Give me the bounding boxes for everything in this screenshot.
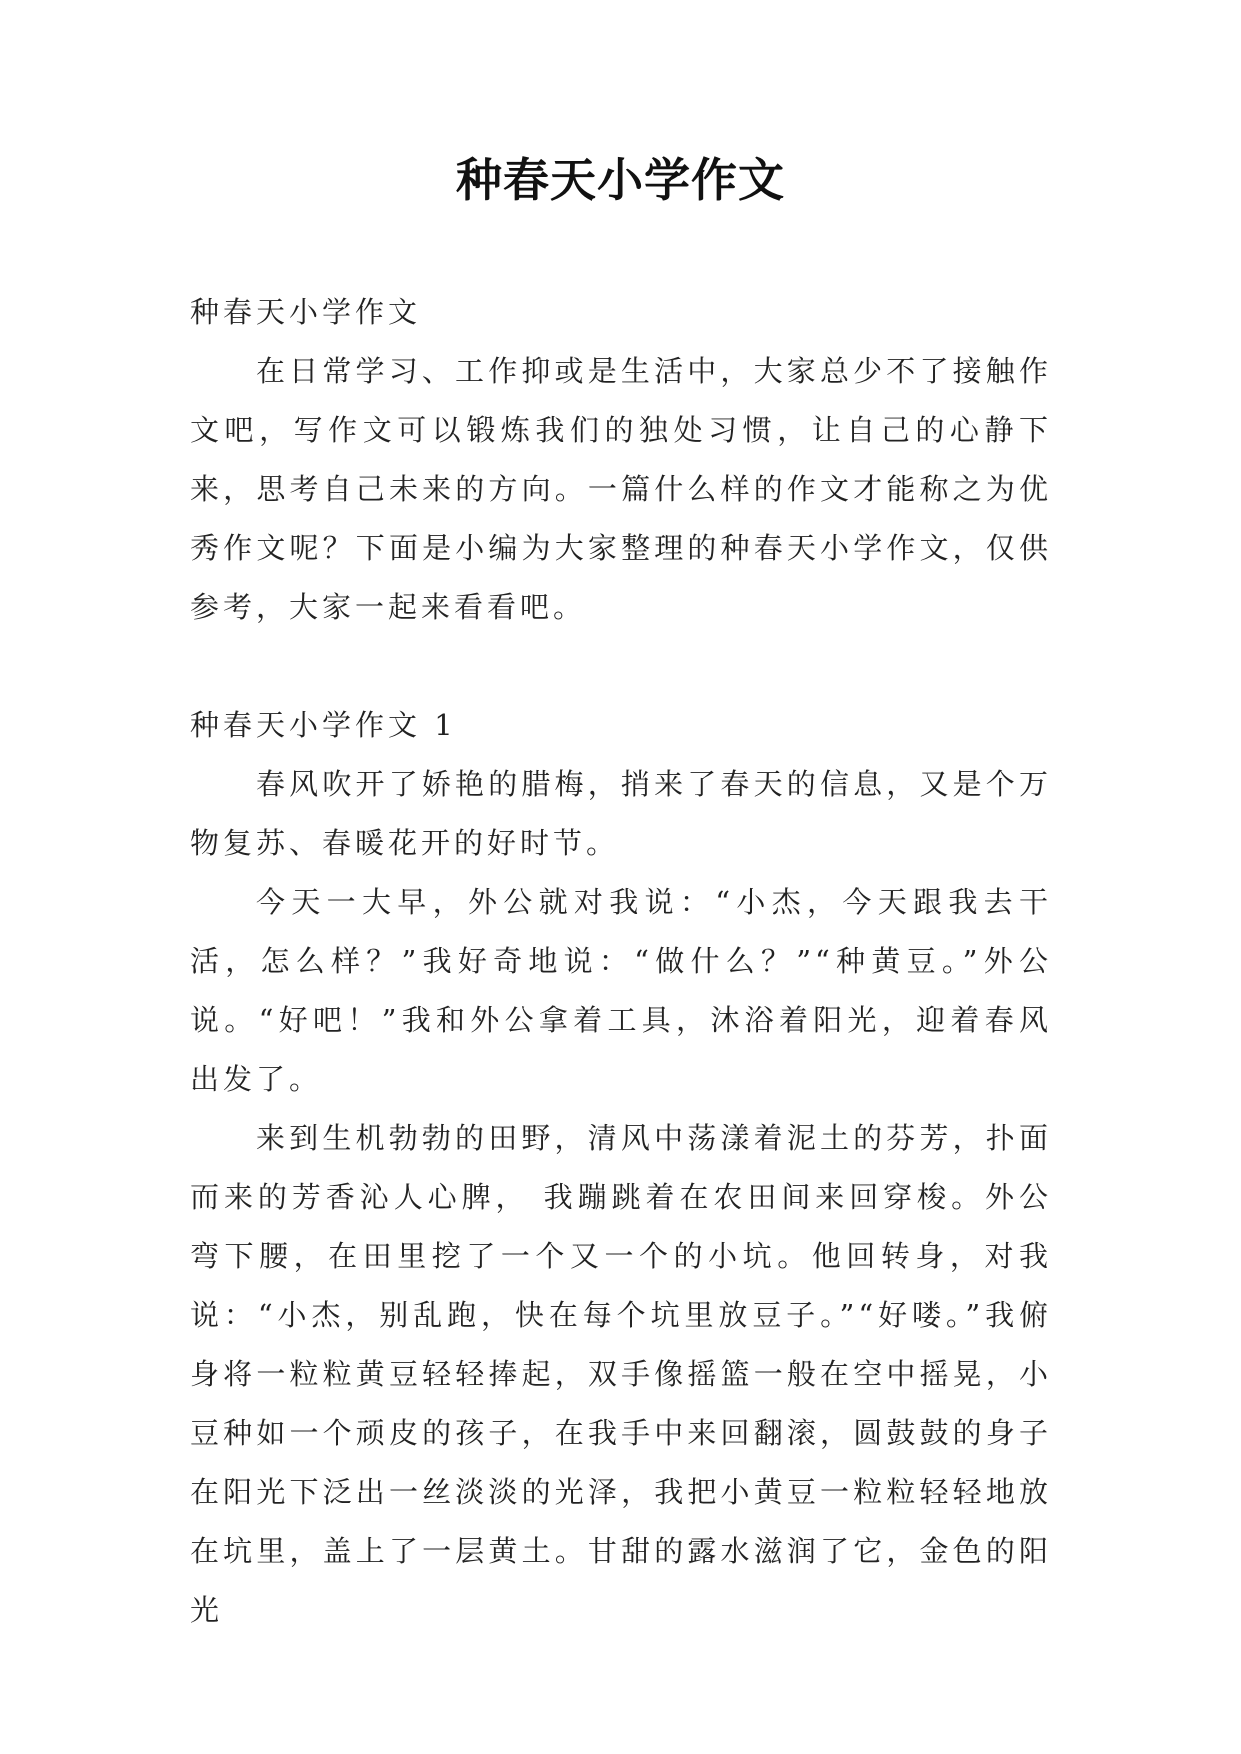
intro-paragraph: 在日常学习、工作抑或是生活中，大家总少不了接触作文吧，写作文可以锻炼我们的独处习惯，让自己的心静下来，思考自己未来的方向。一篇什么样的作文才能称之为优秀作文呢？下面是小编为大家整理的种春天小学作文，仅供参考，大家一起来看看吧。 [190,354,1052,624]
section-1-paragraph: 来到生机勃勃的田野，清风中荡漾着泥土的芬芳，扑面而来的芳香沁人心脾， 我蹦跳着在农田间来回穿梭。外公弯下腰，在田里挖了一个又一个的小坑。他回转身，对我说：“小杰，别乱跑，快在每个坑里放豆子。”“好喽。”我俯身将一粒粒黄豆轻轻捧起，双手像摇篮一般在空中摇晃，小豆种如一个顽皮的孩子，在我手中来回翻滚，圆鼓鼓的身子在阳光下泛出一丝淡淡的光泽，我把小黄豆一粒粒轻轻地放在坑里，盖上了一层黄土。甘甜的露水滋润了它，金色的阳光 [190,1121,1052,1627]
document-body [190,283,1052,1640]
section-heading-1: 种春天小学作文 1 [190,708,457,742]
section-1-paragraph: 今天一大早，外公就对我说：“小杰，今天跟我去干活，怎么样？”我好奇地说：“做什么？”“种黄豆。”外公说。“好吧！”我和外公拿着工具，沐浴着阳光，迎着春风出发了。 [190,885,1052,1096]
document-title: 种春天小学作文 [456,153,785,207]
section-spacer [190,637,1052,696]
section-1-paragraph: 春风吹开了娇艳的腊梅，捎来了春天的信息，又是个万物复苏、春暖花开的好时节。 [190,767,1052,860]
intro-heading: 种春天小学作文 [190,295,422,329]
